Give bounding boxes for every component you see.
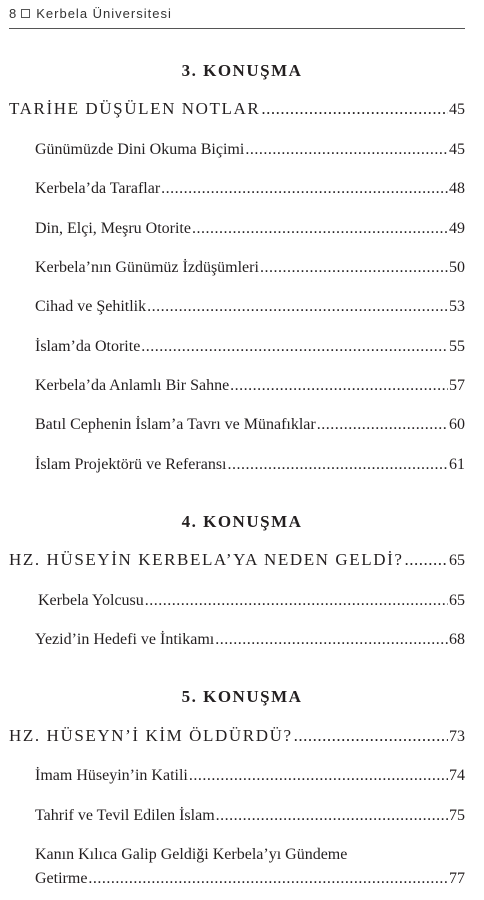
toc-entry-multiline[interactable]: [35, 846, 465, 888]
section-heading: 3. KONUŞMA: [181, 61, 303, 80]
entry-title: İslam’da Otorite: [35, 338, 141, 355]
header-rule: [9, 28, 465, 29]
dot-leader: [261, 99, 448, 119]
page-ref: 77: [449, 870, 465, 887]
entry-title: Yezid’in Hedefi ve İntikamı: [35, 631, 215, 648]
toc-entry[interactable]: [38, 592, 465, 610]
entry-title: İslam Projektörü ve Referansı: [35, 456, 227, 473]
toc-chapter[interactable]: [9, 726, 465, 746]
page-ref: 68: [449, 631, 465, 648]
toc-chapter[interactable]: [9, 550, 465, 570]
dot-leader: [189, 767, 448, 785]
section-heading: 5. KONUŞMA: [181, 687, 303, 706]
dot-leader: [317, 416, 448, 434]
toc-entry[interactable]: [35, 298, 465, 316]
running-head: [9, 6, 465, 21]
toc-entry[interactable]: [35, 220, 465, 238]
page-ref: 48: [449, 180, 465, 197]
page-ref: 60: [449, 416, 465, 433]
dot-leader: [145, 592, 448, 610]
running-title: Kerbela Üniversitesi: [36, 6, 172, 21]
square-ornament-icon: [21, 9, 30, 18]
page-ref: 74: [449, 767, 465, 784]
toc-entry[interactable]: [35, 180, 465, 198]
entry-title: Cihad ve Şehitlik: [35, 298, 147, 315]
page-ref: 65: [449, 552, 465, 569]
dot-leader: [230, 377, 448, 395]
entry-title: Tahrif ve Tevil Edilen İslam: [35, 807, 215, 824]
page-ref: 65: [449, 592, 465, 609]
dot-leader: [405, 550, 448, 570]
page-number: 8: [9, 6, 18, 21]
dot-leader: [88, 870, 448, 888]
page-ref: 61: [449, 456, 465, 473]
toc-entry[interactable]: [35, 338, 465, 356]
toc-entry[interactable]: [35, 456, 465, 474]
chapter-title: HZ. HÜSEYN’İ KİM ÖLDÜRDÜ?: [9, 726, 293, 745]
entry-title: Günümüzde Dini Okuma Biçimi: [35, 141, 245, 158]
page-ref: 57: [449, 377, 465, 394]
entry-title-line: Kanın Kılıca Galip Geldiği Kerbela’yı Gündeme: [35, 846, 348, 863]
dot-leader: [161, 180, 448, 198]
page-ref: 53: [449, 298, 465, 315]
page-ref: 45: [449, 101, 465, 118]
toc-chapter[interactable]: [9, 99, 465, 119]
dot-leader: [141, 338, 448, 356]
entry-title: Kerbela’nın Günümüz İzdüşümleri: [35, 259, 259, 276]
dot-leader: [228, 456, 449, 474]
entry-title: Kerbela Yolcusu: [38, 592, 144, 609]
toc-entry[interactable]: [35, 259, 465, 277]
chapter-title: HZ. HÜSEYİN KERBELA’YA NEDEN GELDİ?: [9, 550, 404, 569]
entry-title: Batıl Cephenin İslam’a Tavrı ve Münafıklar: [35, 416, 316, 433]
toc-entry[interactable]: [35, 767, 465, 785]
entry-title-line: Getirme: [35, 870, 88, 887]
dot-leader: [260, 259, 448, 277]
dot-leader: [147, 298, 448, 316]
page-ref: 45: [449, 141, 465, 158]
entry-title: Kerbela’da Anlamlı Bir Sahne: [35, 377, 230, 394]
entry-title: Din, Elçi, Meşru Otorite: [35, 220, 191, 237]
page-ref: 49: [449, 220, 465, 237]
toc-entry[interactable]: [35, 631, 465, 649]
chapter-title: TARİHE DÜŞÜLEN NOTLAR: [9, 99, 261, 118]
entry-title: Kerbela’da Taraflar: [35, 180, 161, 197]
toc-entry[interactable]: [35, 377, 465, 395]
dot-leader: [216, 807, 448, 825]
dot-leader: [192, 220, 448, 238]
dot-leader: [294, 726, 448, 746]
dot-leader: [245, 141, 448, 159]
page-ref: 73: [449, 728, 465, 745]
toc-entry[interactable]: [35, 807, 465, 825]
section-heading: 4. KONUŞMA: [181, 512, 303, 531]
page-ref: 55: [449, 338, 465, 355]
page-ref: 75: [449, 807, 465, 824]
toc-entry[interactable]: [35, 141, 465, 159]
toc-entry[interactable]: [35, 416, 465, 434]
entry-title: İmam Hüseyin’in Katili: [35, 767, 188, 784]
entry-last-line: [35, 870, 465, 888]
dot-leader: [215, 631, 448, 649]
page-ref: 50: [449, 259, 465, 276]
